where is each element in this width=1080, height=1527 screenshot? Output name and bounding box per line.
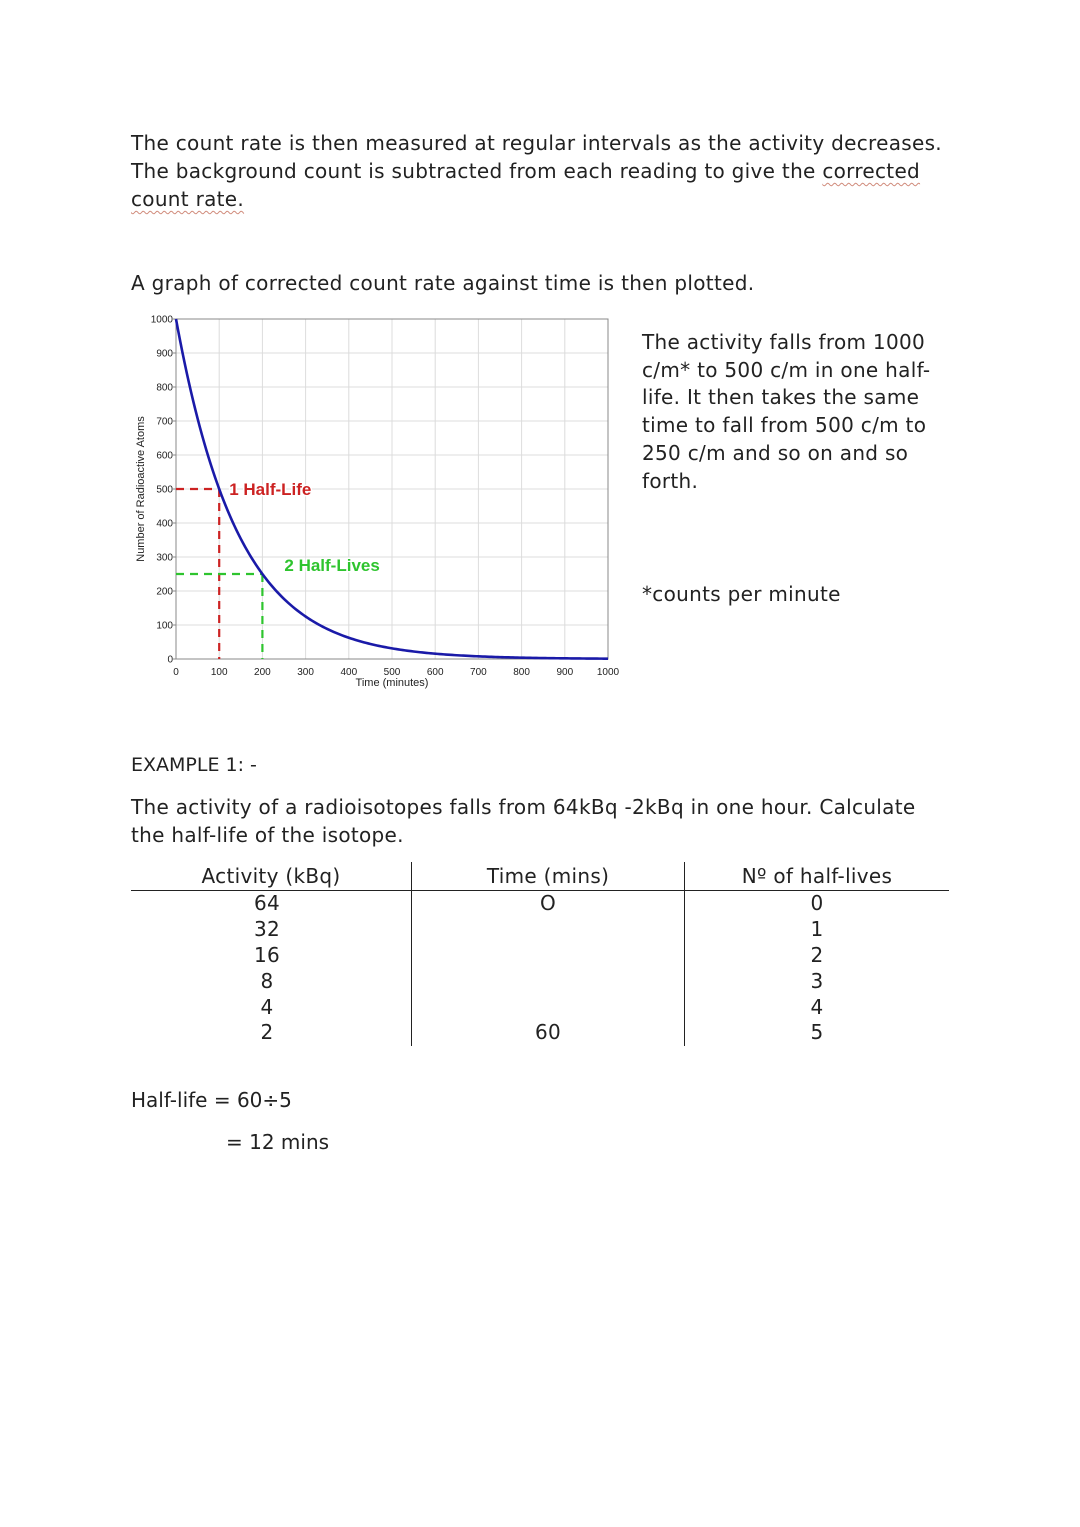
chart-annotations [229,480,380,575]
table-row [131,917,949,943]
time-cell: 60 [412,1020,685,1046]
y-axis-label: Number of Radioactive Atoms [135,416,147,562]
half-lives-cell: 5 [685,1020,950,1046]
half-lives-cell: 0 [685,891,950,917]
x-tick-label: 200 [254,667,271,678]
y-tick-label: 700 [156,416,173,428]
y-tick-label: 400 [156,518,173,530]
time-cell [412,943,685,969]
half-life-annotation-label: 2 Half-Lives [284,556,380,575]
y-tick-label: 100 [156,620,173,632]
x-tick-label: 100 [210,667,228,678]
activity-cell: 4 [260,994,274,1019]
example-heading: EXAMPLE 1: - [131,754,257,776]
table-header-row [131,862,949,891]
half-lives-cell: 3 [685,968,950,994]
table-row [131,994,949,1020]
half-life-annotation-label: 1 Half-Life [229,480,312,499]
y-tick-label: 300 [156,552,173,564]
time-cell [412,968,685,994]
x-tick-label: 1000 [596,667,620,678]
half-lives-cell: 1 [685,917,950,943]
example-problem: The activity of a radioisotopes falls from 64kBq -2kBq in one hour. Calculate the half-life of the isotope. [131,795,916,847]
table-row [131,891,949,917]
y-tick-label: 200 [156,586,173,598]
activity-cell: 32 [253,917,281,942]
corrected-count-rate-term: corrected count rate. [131,159,921,211]
activity-cell: 64 [253,891,281,916]
y-tick-label: 800 [156,382,173,394]
time-cell: O [412,891,685,917]
intro-text: The count rate is then measured at regular intervals as the activity decreases. The background count is subtracted from each reading to give the [131,131,942,183]
y-tick-label: 1000 [150,314,173,326]
table-row [131,943,949,969]
half-lives-cell: 2 [685,943,950,969]
decay-chart [128,306,628,696]
activity-cell: 16 [253,942,281,967]
x-tick-label: 500 [383,667,401,678]
y-tick-label: 500 [156,484,173,496]
header-activity: Activity (kBq) [131,862,412,891]
x-tick-label: 0 [173,667,179,678]
header-time: Time (mins) [412,862,685,891]
table-row [131,1020,949,1046]
y-tick-label: 900 [156,348,173,360]
half-lives-cell: 4 [685,994,950,1020]
x-tick-label: 800 [513,667,530,678]
table-row [131,968,949,994]
x-tick-label: 400 [340,667,358,678]
x-tick-label: 700 [470,667,487,678]
answer-line-1: Half-life = 60÷5 [131,1088,292,1112]
x-tick-label: 900 [556,667,574,678]
graph-intro-text: A graph of corrected count rate against time is then plotted. [131,271,755,295]
side-note: The activity falls from 1000 c/m* to 500 c/m in one half-life. It then takes the same time to fall from 500 c/m to 250 c/m and so on and so forth. [642,330,931,493]
header-half-lives: Nº of half-lives [685,862,950,891]
x-tick-label: 600 [426,667,444,678]
activity-cell: 2 [260,1020,274,1045]
x-axis-label: Time (minutes) [355,677,429,689]
x-tick-label: 300 [297,667,314,678]
y-tick-label: 600 [156,450,173,462]
answer-line-2: = 12 mins [226,1130,330,1154]
half-life-table [131,862,949,1046]
intro-paragraph [131,129,961,213]
counts-per-minute-footnote: *counts per minute [642,582,841,606]
time-cell [412,994,685,1020]
time-cell [412,917,685,943]
y-tick-label: 0 [167,654,173,666]
activity-cell: 8 [260,968,274,993]
